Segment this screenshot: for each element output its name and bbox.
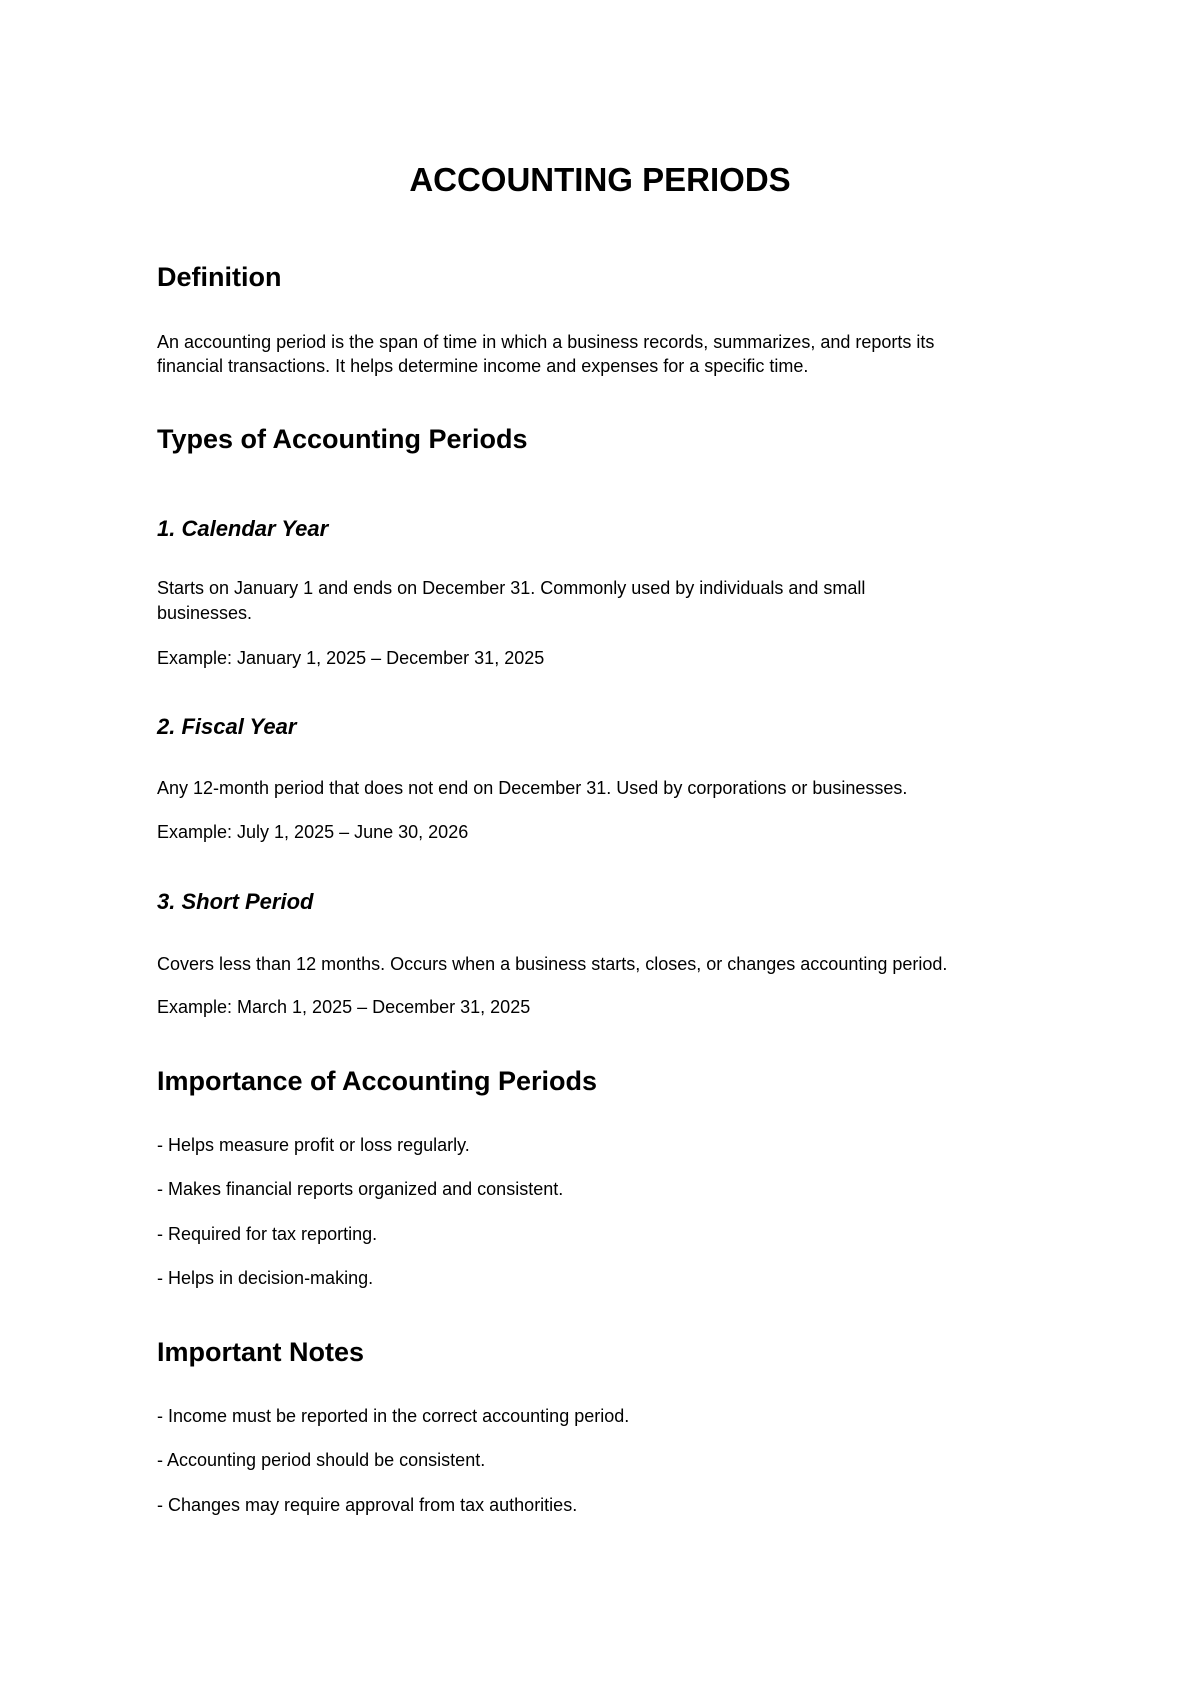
importance-item: - Required for tax reporting. xyxy=(157,1224,378,1244)
calendar-year-desc-line-1: Starts on January 1 and ends on December 31. Commonly used by individuals and small xyxy=(157,578,866,598)
importance-item: - Makes financial reports organized and consistent. xyxy=(157,1179,564,1199)
definition-text-line-2: financial transactions. It helps determine income and expenses for a specific time. xyxy=(157,356,809,376)
notes-item: - Accounting period should be consistent. xyxy=(157,1450,486,1470)
document-title: ACCOUNTING PERIODS xyxy=(409,161,791,198)
calendar-year-desc-line-2: businesses. xyxy=(157,603,253,623)
fiscal-year-desc: Any 12-month period that does not end on December 31. Used by corporations or businesses. xyxy=(157,778,908,798)
notes-item: - Changes may require approval from tax authorities. xyxy=(157,1495,578,1515)
short-period-heading: 3. Short Period xyxy=(157,889,314,914)
types-heading: Types of Accounting Periods xyxy=(157,424,528,454)
calendar-year-heading: 1. Calendar Year xyxy=(157,516,329,541)
definition-text-line-1: An accounting period is the span of time in which a business records, summarizes, and reports its xyxy=(157,332,935,352)
fiscal-year-heading: 2. Fiscal Year xyxy=(157,714,297,739)
calendar-year-example: Example: January 1, 2025 – December 31, 2025 xyxy=(157,648,545,668)
importance-heading: Importance of Accounting Periods xyxy=(157,1066,598,1096)
definition-heading: Definition xyxy=(157,262,282,292)
importance-item: - Helps in decision-making. xyxy=(157,1268,374,1288)
short-period-desc: Covers less than 12 months. Occurs when a business starts, closes, or changes accounting period. xyxy=(157,954,948,974)
notes-heading: Important Notes xyxy=(157,1337,365,1367)
notes-item: - Income must be reported in the correct accounting period. xyxy=(157,1406,630,1426)
importance-item: - Helps measure profit or loss regularly. xyxy=(157,1135,470,1155)
fiscal-year-example: Example: July 1, 2025 – June 30, 2026 xyxy=(157,822,469,842)
short-period-example: Example: March 1, 2025 – December 31, 2025 xyxy=(157,997,531,1017)
